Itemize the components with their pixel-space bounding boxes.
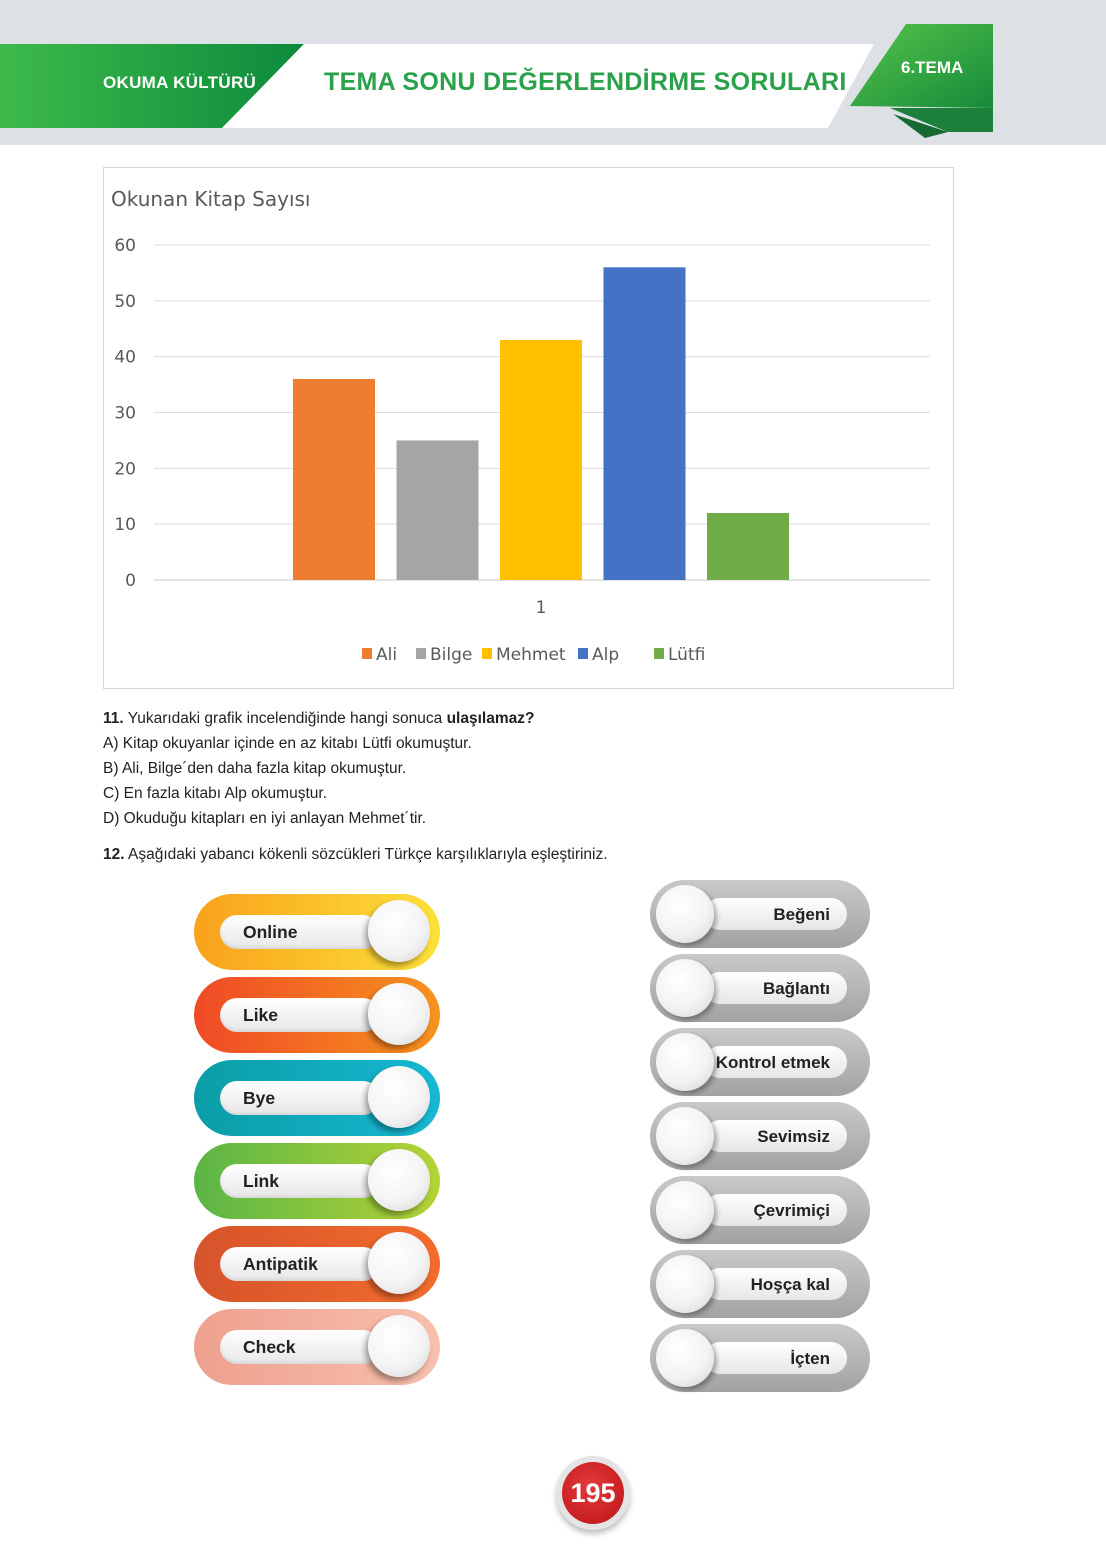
legend-label: Alp — [592, 645, 620, 665]
match-knob[interactable] — [656, 1255, 714, 1313]
match-knob[interactable] — [368, 1066, 430, 1128]
legend-swatch — [362, 648, 372, 659]
legend-swatch — [578, 648, 588, 659]
match-left-item[interactable] — [194, 1143, 440, 1219]
page-number: 195 — [562, 1462, 624, 1524]
legend-swatch — [654, 648, 664, 659]
q11-number: 11. — [103, 710, 124, 727]
y-tick-label: 60 — [114, 236, 136, 256]
match-right-label: Beğeni — [773, 905, 830, 924]
bar-lütfi — [707, 513, 789, 580]
match-left-item[interactable] — [194, 1309, 440, 1385]
tema-label: 6.TEMA — [901, 58, 964, 77]
match-left-label: Link — [243, 1171, 279, 1191]
q11-text: Yukarıdaki grafik incelendiğinde hangi sonuca — [127, 710, 443, 727]
match-knob[interactable] — [368, 900, 430, 962]
match-left-label: Check — [243, 1337, 296, 1357]
y-tick-label: 0 — [125, 571, 136, 591]
match-knob[interactable] — [368, 1149, 430, 1211]
bar-chart — [104, 168, 953, 688]
match-right-item[interactable] — [650, 954, 870, 1022]
bar-ali — [293, 379, 375, 580]
q12-number: 12. — [103, 846, 125, 863]
match-knob[interactable] — [368, 1315, 430, 1377]
match-right-item[interactable] — [650, 1176, 870, 1244]
legend-label: Bilge — [430, 645, 473, 665]
match-right-item[interactable] — [650, 1102, 870, 1170]
match-knob[interactable] — [656, 1181, 714, 1239]
q12-text: Aşağıdaki yabancı kökenli sözcükleri Türkçe karşılıklarıyla eşleştiriniz. — [128, 846, 608, 863]
match-knob[interactable] — [656, 1107, 714, 1165]
y-tick-label: 50 — [114, 291, 136, 312]
bar-mehmet — [500, 340, 582, 580]
legend-swatch — [482, 648, 492, 659]
page-number-badge — [556, 1456, 630, 1530]
legend-label: Mehmet — [496, 645, 566, 665]
section-label: OKUMA KÜLTÜRÜ — [103, 73, 257, 92]
match-right-item[interactable] — [650, 1028, 870, 1096]
match-right-label: Bağlantı — [762, 979, 830, 998]
match-knob[interactable] — [656, 959, 714, 1017]
match-right-item[interactable] — [650, 1324, 870, 1392]
q12-stem — [103, 846, 608, 864]
q11-option-b: B) Ali, Bilge´den daha fazla kitap okumuştur. — [103, 760, 407, 777]
match-right-label: Çevrimiçi — [753, 1201, 830, 1220]
match-right-label: İçten — [790, 1349, 830, 1368]
match-left-label: Online — [243, 922, 298, 942]
y-tick-label: 10 — [114, 515, 136, 536]
match-knob[interactable] — [368, 983, 430, 1045]
match-left-item[interactable] — [194, 1226, 440, 1302]
page-title: TEMA SONU DEĞERLENDİRME SORULARI — [324, 68, 847, 96]
chart-title: Okunan Kitap Sayısı — [111, 187, 311, 211]
match-knob[interactable] — [656, 1033, 714, 1091]
match-right-label: Hoşça kal — [750, 1275, 830, 1294]
bar-bilge — [397, 440, 479, 580]
match-knob[interactable] — [656, 885, 714, 943]
match-right-item[interactable] — [650, 880, 870, 948]
y-tick-label: 30 — [114, 403, 136, 424]
match-knob[interactable] — [368, 1232, 430, 1294]
q11-stem — [103, 710, 534, 728]
match-right-label: Kontrol etmek — [715, 1053, 830, 1072]
match-left-label: Antipatik — [243, 1254, 318, 1274]
x-tick-label: 1 — [535, 598, 547, 618]
legend-label: Ali — [376, 645, 398, 665]
y-tick-label: 40 — [114, 347, 136, 368]
legend-label: Lütfi — [668, 645, 706, 665]
chart-frame — [103, 167, 954, 689]
match-left-item[interactable] — [194, 977, 440, 1053]
bar-alp — [604, 267, 686, 580]
match-left-label: Bye — [243, 1088, 276, 1108]
q11-option-c: C) En fazla kitabı Alp okumuştur. — [103, 785, 327, 802]
match-knob[interactable] — [656, 1329, 714, 1387]
match-right-item[interactable] — [650, 1250, 870, 1318]
q11-option-d: D) Okuduğu kitapları en iyi anlayan Mehmet´tir. — [103, 810, 427, 827]
match-right-label: Sevimsiz — [757, 1127, 830, 1146]
legend-swatch — [416, 648, 426, 659]
q11-option-a: A) Kitap okuyanlar içinde en az kitabı Lütfi okumuştur. — [103, 735, 472, 752]
match-left-item[interactable] — [194, 894, 440, 970]
q11-emphasis: ulaşılamaz? — [446, 710, 535, 727]
match-left-item[interactable] — [194, 1060, 440, 1136]
y-tick-label: 20 — [114, 459, 136, 480]
match-left-label: Like — [243, 1005, 279, 1025]
